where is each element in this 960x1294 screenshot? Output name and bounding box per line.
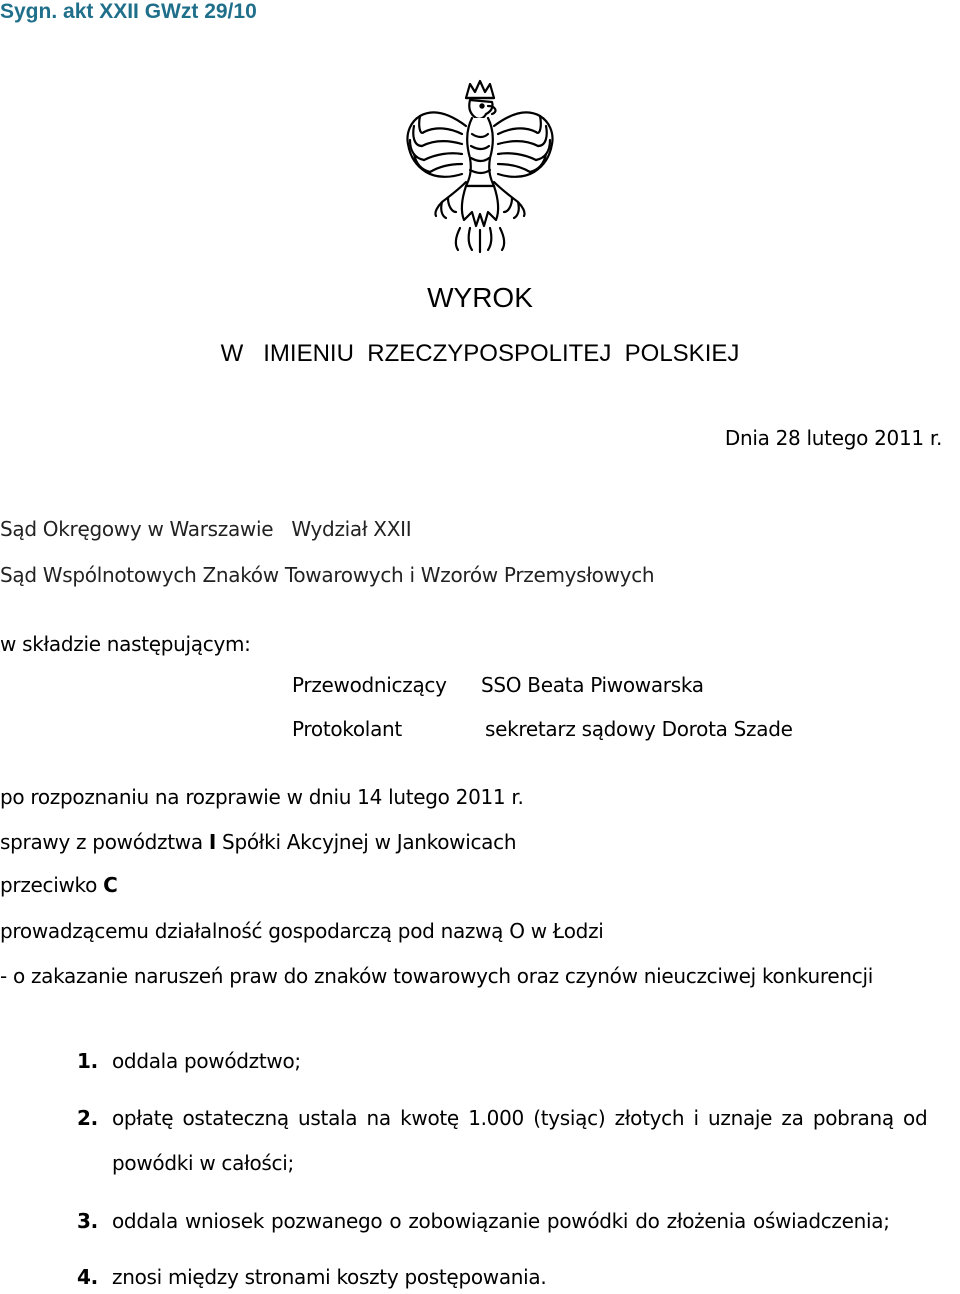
- case-suffix: Spółki Akcyjnej w Jankowicach: [216, 830, 517, 854]
- document-subtitle: W IMIENIU RZECZYPOSPOLITEJ POLSKIEJ: [220, 340, 740, 367]
- document-title: WYROK: [427, 282, 533, 313]
- ruling-number: 2.: [77, 1106, 98, 1130]
- member-name: SSO Beata Piwowarska: [481, 673, 704, 697]
- defendant-line: [0, 873, 118, 897]
- ruling-text-continued: powódki w całości;: [112, 1151, 294, 1175]
- ruling-number: 1.: [77, 1049, 98, 1073]
- case-prefix: sprawy z powództwa: [0, 830, 209, 854]
- plaintiff-line: [0, 830, 516, 854]
- ruling-text: opłatę ostateczną ustala na kwotę 1.000 (tysiąc) złotych i uznaje za pobraną od: [112, 1106, 928, 1130]
- hearing-line: po rozpoznaniu na rozprawie w dniu 14 lutego 2011 r.: [0, 785, 524, 809]
- ruling-text: oddala wniosek pozwanego o zobowiązanie powódki do złożenia oświadczenia;: [112, 1209, 890, 1233]
- case-signature: Sygn. akt XXII GWzt 29/10: [0, 0, 257, 23]
- ruling-number: 4.: [77, 1265, 98, 1289]
- polish-eagle-icon: [400, 78, 560, 254]
- composition-intro: w składzie następującym:: [0, 632, 251, 656]
- court-division: Sąd Wspólnotowych Znaków Towarowych i Wzorów Przemysłowych: [0, 563, 655, 587]
- court-name: Sąd Okręgowy w Warszawie Wydział XXII: [0, 517, 412, 541]
- plaintiff-name: I: [208, 830, 216, 854]
- member-role: Przewodniczący: [292, 673, 447, 697]
- ruling-number: 3.: [77, 1209, 98, 1233]
- defendant-name: C: [103, 873, 118, 897]
- member-name: sekretarz sądowy Dorota Szade: [485, 717, 793, 741]
- ruling-text: znosi między stronami koszty postępowania.: [112, 1265, 547, 1289]
- subject-line: - o zakazanie naruszeń praw do znaków towarowych oraz czynów nieuczciwej konkurencji: [0, 964, 873, 988]
- against-prefix: przeciwko: [0, 873, 104, 897]
- judgment-date: Dnia 28 lutego 2011 r.: [724, 426, 942, 450]
- ruling-text: oddala powództwo;: [112, 1049, 301, 1073]
- business-line: prowadzącemu działalność gospodarczą pod nazwą O w Łodzi: [0, 919, 604, 943]
- member-role: Protokolant: [292, 717, 402, 741]
